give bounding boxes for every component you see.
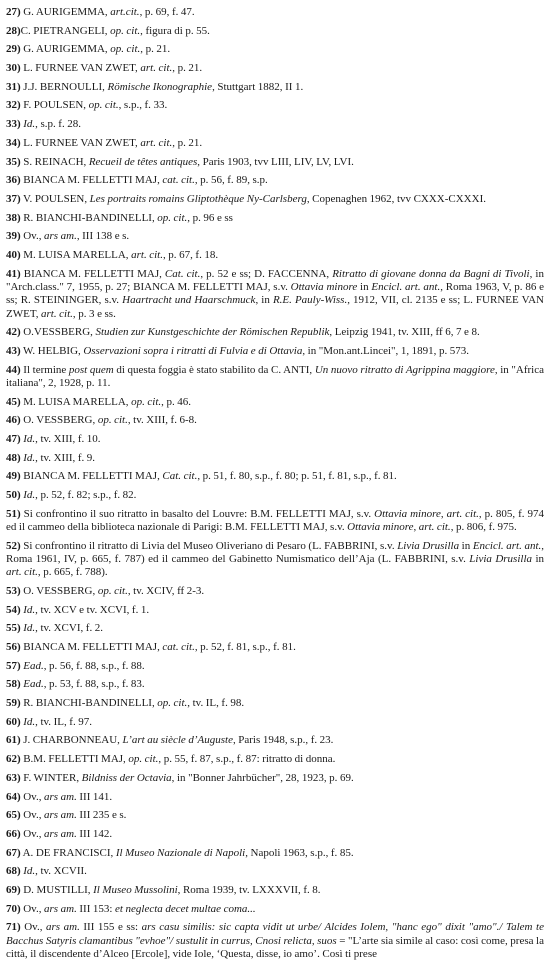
- footnote: [6, 678, 544, 691]
- footnote-text: III 155 e ss:: [79, 921, 142, 934]
- footnote-text: , tv. XCIV, ff 2-3.: [127, 584, 205, 597]
- footnote-italic-text: Ead.: [23, 678, 44, 691]
- footnote-text: L. FURNEE VAN ZWET,: [20, 62, 141, 75]
- footnote-number: 30): [6, 62, 21, 75]
- footnote: [6, 268, 544, 321]
- footnote-text: , p. 55, f. 87, s.p., f. 87: ritratto di donna.: [158, 753, 336, 766]
- footnote: [6, 364, 544, 391]
- footnote-text: Ov.,: [20, 921, 47, 934]
- footnote-italic-text: op. cit.: [97, 414, 128, 427]
- footnote-text: in: [459, 539, 473, 552]
- footnote-italic-text: art. cit.: [140, 136, 173, 149]
- footnote-italic-text: op. cit.: [128, 753, 159, 766]
- footnote-number: 49): [6, 470, 21, 483]
- footnote-italic-text: Il Museo Nazionale di Napoli: [115, 846, 246, 859]
- footnote-italic-text: op. cit.: [97, 584, 128, 597]
- footnote-number: 65): [6, 809, 21, 822]
- footnote: [6, 660, 544, 673]
- footnote: [6, 212, 544, 225]
- footnote-text: , Roma 1939, tv. LXXXVII, f. 8.: [177, 883, 321, 896]
- footnote-italic-text: R.E. Pauly-Wiss.: [272, 294, 348, 307]
- footnote-text: , p. 96 e ss: [187, 211, 233, 224]
- footnote: [6, 414, 544, 427]
- footnote-text: , Paris 1903, tvv LIII, LIV, LV, LVI.: [197, 155, 354, 168]
- footnote-text: BIANCA M. FELLETTI MAJ,: [20, 267, 165, 280]
- footnote-text: , tv. XCVII.: [35, 865, 87, 878]
- footnote-text: , p. 52, f. 82; s.p., f. 82.: [35, 489, 137, 501]
- footnote-text: in: [357, 280, 372, 293]
- footnote-italic-text: Id.: [23, 603, 36, 616]
- footnote: [6, 25, 544, 38]
- footnote-italic-text: art.cit.: [110, 6, 140, 18]
- footnote-text: Si confrontino il ritratto di Livia del Museo Oliveriano di Pesaro (L. FABBRINI, s.v.: [20, 539, 398, 552]
- footnote-text: III 142.: [76, 827, 113, 840]
- footnote: [6, 622, 544, 635]
- footnote-number: 27): [6, 6, 21, 18]
- footnote-italic-text: ars am.: [46, 921, 80, 934]
- footnote-italic-text: art. cit.: [418, 520, 451, 533]
- footnote: [6, 452, 544, 465]
- footnote-text: Ov.,: [20, 230, 45, 243]
- footnote-number: 41): [6, 267, 21, 280]
- footnote-number: 34): [6, 136, 21, 149]
- footnote-number: 33): [6, 118, 21, 131]
- footnote-italic-text: Ottavia minore: [347, 520, 414, 533]
- footnote-text: Il termine: [20, 363, 69, 376]
- footnote-text: , Leipzig 1941, tv. XIII, ff 6, 7 e 8.: [329, 326, 480, 339]
- footnote-number: 28): [6, 24, 21, 37]
- footnote-italic-text: ars am.: [44, 230, 77, 243]
- footnote-number: 38): [6, 211, 21, 224]
- footnote: [6, 828, 544, 841]
- footnote-italic-text: ars am.: [44, 902, 77, 915]
- footnote-number: 39): [6, 230, 21, 243]
- footnote-text: A. DE FRANCISCI,: [20, 846, 116, 859]
- footnote-text: , p. 665, f. 788).: [37, 566, 108, 579]
- footnote-text: = "L’arte sia simile al caso: così come, presa la città, il discendente d’Alceo [Ercole], vide Iole, ‘Questa, disse, io amo’. Così ti prese: [6, 934, 544, 960]
- footnote-italic-text: Id.: [23, 118, 36, 131]
- footnote-text: , figura di p. 55.: [140, 24, 210, 37]
- footnote: [6, 174, 544, 187]
- footnote-text: , Roma 1963, V, p. 86 e ss; R. STEININGER, s.v.: [6, 280, 544, 307]
- footnote-text: , Stuttgart 1882, II 1.: [212, 80, 304, 93]
- footnote-text: Ov.,: [20, 790, 45, 803]
- footnote-italic-text: Studien zur Kunstgeschichte der Römischen Republik: [95, 326, 330, 339]
- footnote-number: 57): [6, 659, 21, 672]
- footnote-text: , p. 56, f. 88, s.p., f. 88.: [43, 659, 145, 672]
- footnote: [6, 508, 544, 535]
- footnote-text: , p. 805, f. 974 ed il cammeo della biblioteca nazionale di Parigi: B.M. FELLETTI MAJ, s.v.: [6, 507, 544, 533]
- footnote-text: R. BIANCHI-BANDINELLI,: [20, 697, 158, 710]
- footnote-text: , p. 52 e ss; D. FACCENNA,: [200, 267, 333, 280]
- footnote: [6, 156, 544, 169]
- footnote-number: 43): [6, 344, 21, 357]
- footnote-text: in: [532, 552, 545, 565]
- footnote-italic-text: art. cit.: [131, 248, 163, 261]
- footnote-number: 62): [6, 753, 21, 766]
- footnote-text: J.J. BERNOULLI,: [20, 80, 108, 93]
- footnote-text: , p. 69, f. 47.: [139, 6, 195, 18]
- footnote-italic-text: ars casu similis: sic capta vidit ut urbe/ Alcides Iolem, "hanc ego" dixit "amo"./ Talem te Bacchus Satyris clamantibus "evhoe"/ sustulit in currus, Cnosi relicta, suos: [6, 921, 544, 947]
- footnote-italic-text: L’art au siècle d’Auguste: [122, 734, 233, 747]
- footnote-number: 54): [6, 603, 21, 616]
- footnote-text: , Copenaghen 1962, tvv CXXX-CXXXI.: [306, 192, 486, 205]
- footnote-italic-text: ars am.: [44, 790, 77, 803]
- footnote-number: 55): [6, 622, 21, 635]
- footnote-italic-text: art. cit.: [6, 566, 38, 579]
- footnote-italic-text: Ottavia minore: [374, 507, 441, 520]
- footnote-text: BIANCA M. FELLETTI MAJ,: [20, 470, 163, 483]
- footnote-text: Ov.,: [20, 827, 45, 840]
- footnote-text: S. REINACH,: [20, 155, 89, 168]
- footnote-text: , p. 46.: [161, 395, 192, 408]
- footnote: [6, 249, 544, 262]
- footnote: [6, 884, 544, 897]
- footnote: [6, 697, 544, 710]
- footnote-text: R. BIANCHI-BANDINELLI,: [20, 211, 158, 224]
- footnote-text: , Paris 1948, s.p., f. 23.: [232, 734, 334, 747]
- footnote-number: 56): [6, 641, 21, 654]
- footnote-italic-text: op. cit.: [88, 99, 119, 112]
- footnote-text: ,: [440, 507, 447, 520]
- footnote-italic-text: op. cit.: [110, 43, 141, 56]
- footnote-number: 68): [6, 865, 21, 878]
- footnote: [6, 193, 544, 206]
- footnote: [6, 6, 544, 19]
- footnote-text: , in "Mon.ant.Lincei", 1, 1891, p. 573.: [302, 344, 469, 357]
- footnote-text: O. VESSBERG,: [20, 414, 98, 427]
- footnote: [6, 489, 544, 502]
- footnote-italic-text: Livia Drusilla: [397, 539, 460, 552]
- footnote-number: 32): [6, 99, 21, 112]
- footnote-italic-text: Id.: [23, 489, 36, 501]
- footnote-number: 46): [6, 414, 21, 427]
- footnote-text: , in "Arch.class." 7, 1955, p. 27; BIANCA M. FELLETTI MAJ, s.v.: [6, 267, 544, 293]
- footnote-number: 60): [6, 715, 21, 728]
- footnote-text: W. HELBIG,: [20, 344, 84, 357]
- footnote-text: , p. 21.: [172, 136, 203, 149]
- footnote-italic-text: Bildniss der Octavia: [81, 771, 172, 784]
- footnote-text: , Roma 1961, IV, p. 665, f. 787) ed il cammeo del Gabinetto Numismatico dell’Aja (L. FABBRINI, s.v.: [6, 539, 545, 565]
- footnote: [6, 345, 544, 358]
- footnote-italic-text: op. cit.: [157, 211, 188, 224]
- footnote-italic-text: op. cit.: [110, 24, 141, 37]
- footnote-number: 29): [6, 43, 21, 56]
- footnote-text: Ov.,: [20, 902, 45, 915]
- footnote-text: , p. 52, f. 81, s.p., f. 81.: [194, 641, 296, 654]
- footnote-text: B.M. FELLETTI MAJ,: [20, 753, 129, 766]
- footnote-number: 47): [6, 432, 21, 445]
- footnote-italic-text: op. cit.: [131, 395, 162, 408]
- footnote-text: G. AURIGEMMA,: [20, 43, 111, 56]
- footnote-number: 63): [6, 771, 21, 784]
- footnote-number: 59): [6, 697, 21, 710]
- footnote: [6, 62, 544, 75]
- footnote-text: BIANCA M. FELLETTI MAJ,: [20, 641, 163, 654]
- footnote-italic-text: Ead.: [23, 659, 44, 672]
- footnote-italic-text: Ritratto di giovane donna da Bagni di Tivoli: [332, 267, 530, 280]
- footnote-text: M. LUISA MARELLA,: [20, 248, 132, 261]
- footnote-italic-text: Id.: [23, 865, 36, 878]
- footnote: [6, 81, 544, 94]
- footnote-text: Si confrontino il suo ritratto in basalto del Louvre: B.M. FELLETTI MAJ, s.v.: [20, 507, 375, 520]
- footnote-number: 70): [6, 902, 21, 915]
- footnote: [6, 540, 544, 580]
- footnote-italic-text: Encicl. art. ant.: [371, 280, 441, 293]
- footnote-text: , p. 806, f. 975.: [450, 520, 517, 533]
- footnote-number: 48): [6, 451, 21, 464]
- footnote-text: , Napoli 1963, s.p., f. 85.: [245, 846, 354, 859]
- footnote: [6, 396, 544, 409]
- footnote-number: 71): [6, 921, 21, 934]
- footnote: [6, 734, 544, 747]
- footnote: [6, 118, 544, 131]
- footnote-text: , in: [255, 294, 273, 307]
- footnote: [6, 847, 544, 860]
- footnote-italic-text: Römische Ikonographie: [107, 80, 213, 93]
- footnote-text: , III 138 e s.: [76, 230, 130, 243]
- footnote-text: O. VESSBERG,: [20, 584, 98, 597]
- footnote: [6, 433, 544, 446]
- footnote-italic-text: Ottavia minore: [290, 280, 358, 293]
- footnote-text: III 235 e s.: [76, 809, 127, 822]
- footnote: [6, 809, 544, 822]
- footnote: [6, 585, 544, 598]
- footnote-italic-text: ars am.: [44, 827, 77, 840]
- footnote: [6, 716, 544, 729]
- footnote-italic-text: Id.: [23, 451, 36, 464]
- footnote: [6, 865, 544, 878]
- footnote-italic-text: Il Museo Mussolini: [93, 883, 178, 896]
- footnote-text: , tv. XIII, f. 9.: [35, 451, 96, 464]
- footnote-italic-text: art. cit.: [446, 507, 479, 520]
- footnote-text: F. WINTER,: [20, 771, 82, 784]
- footnote-italic-text: Un nuovo ritratto di Agrippina maggiore: [314, 363, 495, 376]
- footnote: [6, 753, 544, 766]
- footnote-number: 51): [6, 507, 21, 520]
- footnote: [6, 43, 544, 56]
- footnote-text: G. AURIGEMMA,: [20, 6, 111, 18]
- footnote-text: , tv. XIII, f. 10.: [35, 432, 101, 445]
- footnote-text: , 1912, VII, cl. 2135 e ss; L. FURNEE VAN ZWET,: [6, 294, 545, 320]
- footnote-text: , tv. XCVI, f. 2.: [35, 622, 103, 635]
- footnote-text: , p. 56, f. 89, s.p.: [194, 174, 268, 187]
- footnote-text: , tv. IL, f. 97.: [35, 715, 92, 728]
- footnote-text: D. MUSTILLI,: [20, 883, 94, 896]
- footnote: [6, 921, 544, 961]
- footnote-text: , s.p. f. 28.: [35, 118, 82, 131]
- footnote-italic-text: art. cit.: [41, 307, 73, 320]
- footnote-italic-text: art. cit.: [140, 62, 173, 75]
- footnote-text: di questa foggia è stato stabilito da C. ANTI,: [113, 363, 315, 376]
- footnote-text: O.VESSBERG,: [20, 326, 96, 339]
- footnotes-list: [6, 6, 544, 967]
- footnote-number: 40): [6, 248, 21, 261]
- footnote-italic-text: Les portraits romains Gliptothèque Ny-Carlsberg: [89, 192, 307, 205]
- footnote-italic-text: cat. cit.: [162, 641, 195, 654]
- footnote-number: 53): [6, 584, 21, 597]
- footnote-text: V. POULSEN,: [20, 192, 90, 205]
- footnote-number: 37): [6, 192, 21, 205]
- footnote-text: , s.p., f. 33.: [118, 99, 168, 112]
- footnote-text: , in "Africa italiana", 2, 1928, p. 11.: [6, 363, 545, 389]
- footnote-number: 69): [6, 883, 21, 896]
- footnote-text: , p. 67, f. 18.: [163, 248, 219, 261]
- footnote-number: 64): [6, 790, 21, 803]
- footnote-text: , p. 21.: [140, 43, 171, 56]
- footnote: [6, 99, 544, 112]
- footnote-text: C. PIETRANGELI,: [20, 24, 111, 37]
- footnote-italic-text: Livia Drusilla: [469, 552, 533, 565]
- footnote-text: ,: [413, 520, 419, 533]
- footnote-text: F. POULSEN,: [20, 99, 89, 112]
- footnote-text: M. LUISA MARELLA,: [20, 395, 132, 408]
- footnote-number: 66): [6, 827, 21, 840]
- footnote-italic-text: Recueil de têtes antiques: [88, 155, 198, 168]
- footnote-text: BIANCA M. FELLETTI MAJ,: [20, 174, 163, 187]
- footnote-number: 50): [6, 489, 21, 501]
- footnote-italic-text: ars am.: [44, 809, 77, 822]
- footnote: [6, 903, 544, 916]
- footnote-italic-text: post quem: [68, 363, 114, 376]
- footnote-number: 67): [6, 846, 21, 859]
- footnote-text: , p. 51, f. 80, s.p., f. 80; p. 51, f. 81, s.p., f. 81.: [197, 470, 397, 483]
- footnote-text: III 141.: [76, 790, 113, 803]
- footnote: [6, 470, 544, 483]
- footnote-text: , p. 21.: [172, 62, 203, 75]
- footnote: [6, 772, 544, 785]
- footnote-number: 61): [6, 734, 21, 747]
- footnote-italic-text: op. cit.: [157, 697, 188, 710]
- footnote-number: 42): [6, 326, 21, 339]
- footnote: [6, 230, 544, 243]
- footnote-italic-text: Haartracht und Haarschmuck: [122, 294, 256, 307]
- footnote-number: 36): [6, 174, 21, 187]
- footnote-text: , p. 53, f. 88, s.p., f. 83.: [43, 678, 145, 691]
- footnote-number: 45): [6, 395, 21, 408]
- footnote-italic-text: Cat. cit.: [162, 470, 198, 483]
- footnote-number: 31): [6, 80, 21, 93]
- footnote-number: 44): [6, 363, 21, 376]
- footnote: [6, 326, 544, 339]
- footnote-text: Ov.,: [20, 809, 45, 822]
- footnote-italic-text: et neglecta decet multae coma...: [115, 902, 256, 915]
- footnote-italic-text: Encicl. art. ant.: [472, 539, 542, 552]
- footnote-number: 35): [6, 155, 21, 168]
- footnote-italic-text: Id.: [23, 622, 36, 635]
- footnote-italic-text: Cat. cit.: [164, 267, 201, 280]
- footnote-text: , p. 3 e ss.: [72, 307, 116, 320]
- footnote-italic-text: Osservazioni sopra i ritratti di Fulvia e di Ottavia: [83, 344, 303, 357]
- footnote-text: , tv. IL, f. 98.: [187, 697, 245, 710]
- footnote: [6, 604, 544, 617]
- footnote: [6, 137, 544, 150]
- footnote: [6, 791, 544, 804]
- footnote: [6, 641, 544, 654]
- footnote-italic-text: cat. cit.: [162, 174, 195, 187]
- footnote-italic-text: Id.: [23, 432, 36, 445]
- footnote-text: L. FURNEE VAN ZWET,: [20, 136, 141, 149]
- footnote-italic-text: Id.: [23, 715, 36, 728]
- footnote-text: III 153:: [76, 902, 116, 915]
- footnote-text: J. CHARBONNEAU,: [20, 734, 123, 747]
- footnote-text: , tv. XCV e tv. XCVI, f. 1.: [35, 603, 150, 616]
- footnote-text: , in "Bonner Jahrbücher", 28, 1923, p. 69.: [171, 771, 354, 784]
- footnote-number: 58): [6, 678, 21, 691]
- footnote-text: , tv. XIII, f. 6-8.: [127, 414, 197, 427]
- footnote-number: 52): [6, 539, 21, 552]
